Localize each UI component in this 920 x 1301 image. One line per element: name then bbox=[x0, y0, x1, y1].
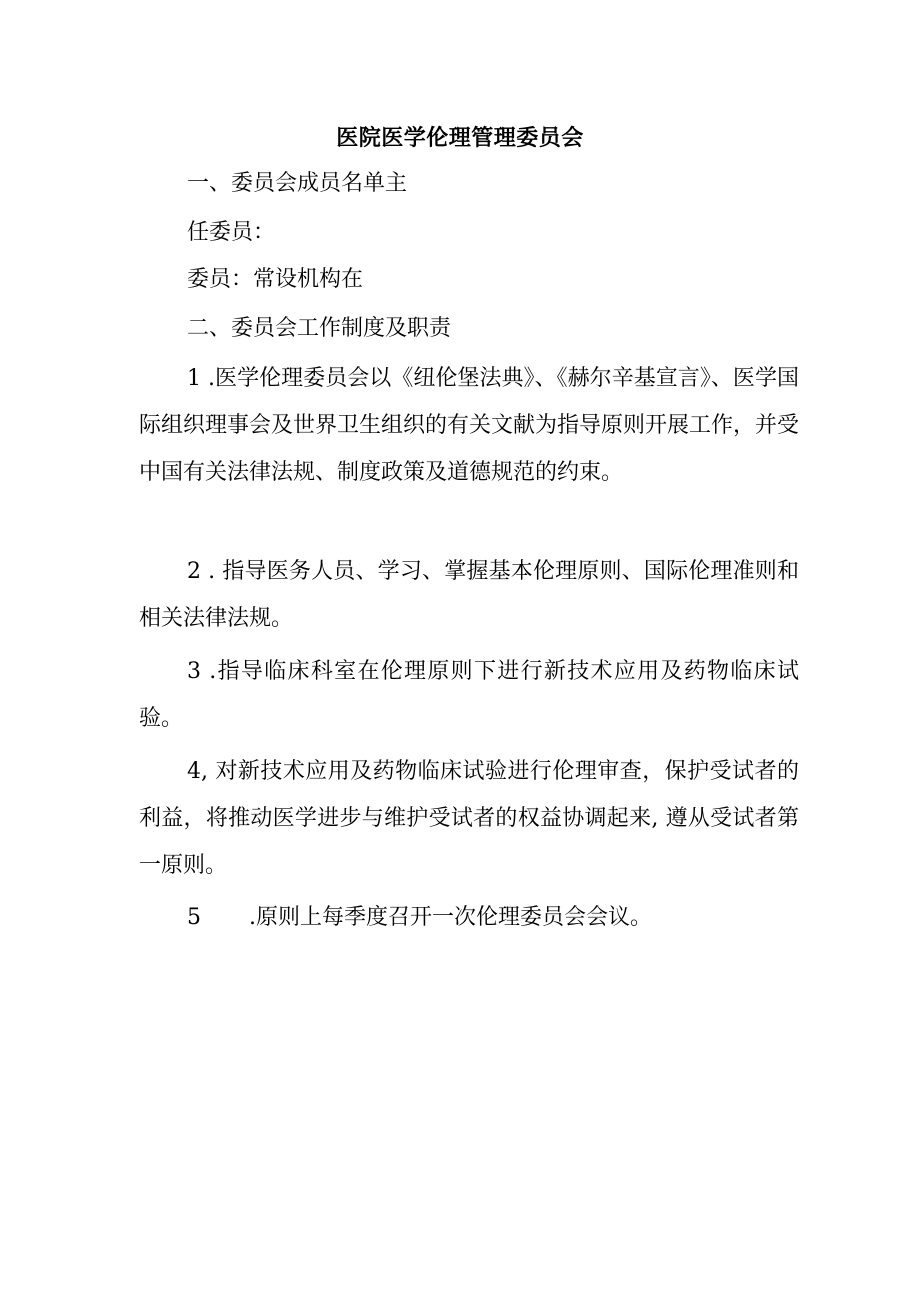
document-title: 医院医学伦理管理委员会 bbox=[336, 125, 584, 151]
duty-item-3: 3 .指导临床科室在伦理原则下进行新技术应用及药物临床试验。 bbox=[139, 659, 799, 731]
section-1-heading: 一、委员会成员名单主 bbox=[187, 171, 408, 196]
duty-item-4: 4, 对新技术应用及药物临床试验进行伦理审查，保护受试者的利益，将推动医学进步与维护受试者的权益协调起来, 遵从受试者第一原则。 bbox=[139, 759, 799, 878]
duty-item-5-number: 5 bbox=[187, 905, 201, 930]
duty-item-5 bbox=[187, 898, 652, 938]
section-1-chair-line: 任委员： bbox=[187, 220, 276, 245]
duty-item-2: 2 . 指导医务人员、学习、掌握基本伦理原则、国际伦理准则和相关法律法规。 bbox=[139, 559, 799, 631]
section-1-members-line: 委员：常设机构在 bbox=[187, 267, 364, 292]
duty-item-5-text: .原则上每季度召开一次伦理委员会会议。 bbox=[249, 905, 652, 930]
section-2-heading: 二、委员会工作制度及职责 bbox=[187, 316, 452, 341]
duty-item-1: 1 .医学伦理委员会以《纽伦堡法典》、《赫尔辛基宣言》、医学国际组织理事会及世界卫生组织的有关文献为指导原则开展工作，并受中国有关法律法规、制度政策及道德规范的约束。 bbox=[139, 366, 800, 485]
